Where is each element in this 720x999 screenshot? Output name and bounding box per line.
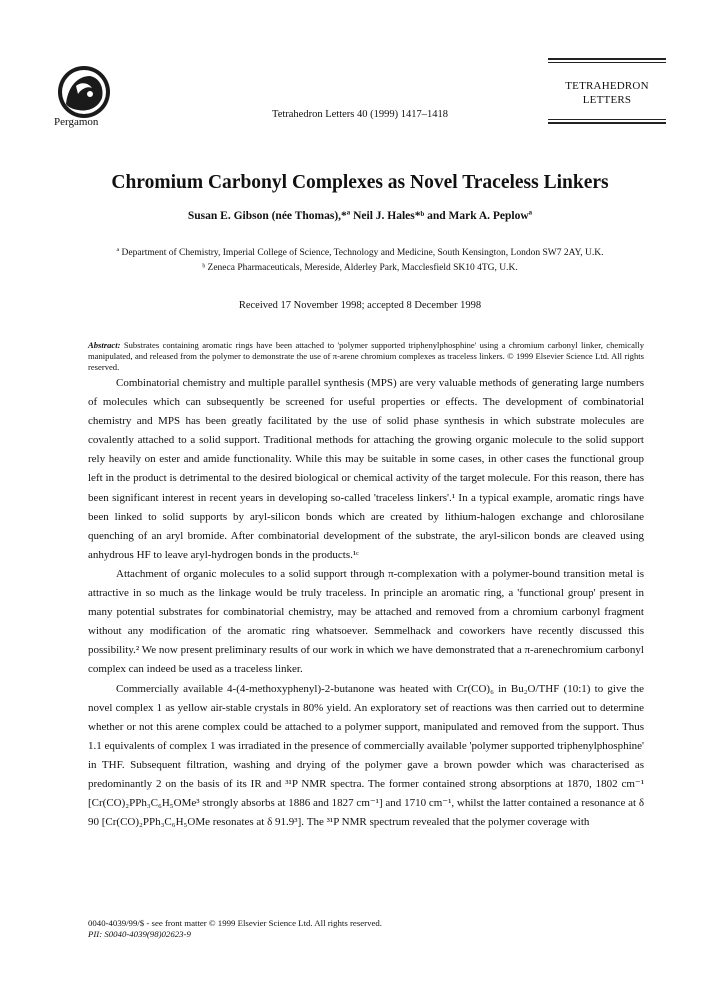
pii-line: PII: S0040-4039(98)02623-9 [88, 929, 191, 939]
brand-rule-bottom-thin [548, 119, 666, 120]
article-title: Chromium Carbonyl Complexes as Novel Traceless Linkers [111, 172, 609, 193]
body-paragraph-2: Attachment of organic molecules to a solid support through π-complexation with a polymer-bound transition metal is attractive in so much as the linkage would be truly traceless. In principle an aromatic ring, a 'functional group' present in many potential substrates for combinatorial chemistry, may be attached and removed from a chromium carbonyl fragment without any modification of the aromatic ring whatsoever. Semmelhack and coworkers have recently discussed this possibility.² We now present preliminary results of our work in which we have demonstrated that a π-arenechromium carbonyl complex can indeed be used as a traceless linker. [88, 567, 644, 676]
publisher-name: Pergamon [54, 116, 99, 128]
abstract [88, 340, 644, 373]
body-paragraph-3: Commercially available 4-(4-methoxyphenyl)-2-butanone was heated with Cr(CO)₆ in Bu₂O/THF (10:1) to give the novel complex 1 as yellow air-stable crystals in 80% yield. An exploratory set of reactions was then carried out to determine whether or not this arene complex could be attached to a polymer support, manipulated and removed from the support. Thus 1.1 equivalents of complex 1 was irradiated in the presence of commercially available 'polymer supported triphenylphosphine' in THF. Subsequent filtration, washing and drying of the polymer gave a brown powder which was characterised as predominantly 2 on the basis of its IR and ³¹P NMR spectra. The former contained strong absorptions at 1870, 1802 cm⁻¹ [Cr(CO)₂PPh₃C₆H₅OMe³ strongly absorbs at 1886 and 1827 cm⁻¹] and 1710 cm⁻¹, whilst the latter contained a resonance at δ 90 [Cr(CO)₂PPh₃C₆H₅OMe resonates at δ 91.9³]. The ³¹P NMR spectrum revealed that the polymer coverage with [88, 682, 644, 829]
received-dates: Received 17 November 1998; accepted 8 December 1998 [238, 300, 482, 311]
abstract-text: Substrates containing aromatic rings have been attached to 'polymer supported triphenylphosphine' using a chromium carbonyl linker, chemically manipulated, and released from the polymer to demonstrate the use of π-arene chromium complexes as traceless linkers. © 1999 Elsevier Science Ltd. All rights reserved. [88, 340, 644, 372]
affiliation-b: ᵇ Zeneca Pharmaceuticals, Mereside, Alderley Park, Macclesfield SK10 4TG, U.K. [202, 263, 518, 273]
footer [88, 918, 382, 940]
journal-name-line1: TETRAHEDRON [565, 80, 649, 92]
copyright-line: 0040-4039/99/$ - see front matter © 1999 Elsevier Science Ltd. All rights reserved. [88, 918, 382, 928]
journal-name-line2: LETTERS [582, 94, 632, 106]
brand-rule-top [548, 58, 666, 60]
affiliation-a: ª Department of Chemistry, Imperial College of Science, Technology and Medicine, South Kensington, London SW7 2AY, U.K. [116, 248, 604, 258]
author-list: Susan E. Gibson (née Thomas),*ª Neil J. Hales*ᵇ and Mark A. Peplowª [187, 210, 533, 222]
journal-brand [548, 58, 666, 126]
article-body [88, 374, 644, 832]
abstract-label: Abstract: [88, 340, 121, 350]
brand-rule-top-thin [548, 62, 666, 63]
brand-rule-bottom [548, 122, 666, 124]
journal-citation: Tetrahedron Letters 40 (1999) 1417–1418 [272, 109, 448, 120]
body-paragraph-1: Combinatorial chemistry and multiple parallel synthesis (MPS) are very valuable methods of generating large numbers of molecules which can subsequently be screened for useful properties or effects. The development of combinatorial chemistry and MPS has been greatly facilitated by the use of solid phase synthesis in which substrate molecules are covalently attached to a solid support. Traditional methods for attaching the growing organic molecule to the solid support rely heavily on ester and amide functionality. While this may be suitable in some cases, in other cases the functional group left in the product is detrimental to the desired biological or chemical activity of the target molecule. For this reason, there has been significant interest in recent years in developing so-called 'traceless linkers'.¹ In a typical example, aromatic rings have been linked to solid supports by aryl-silicon bonds which are created by lithium-halogen exchange and chlorosilane quenching of an aryl bromide. After combinatorial development of the substrate, the aryl-silicon bonds are cleaved using anhydrous HF to leave aryl-hydrogen bonds in the products.¹ᶜ [88, 377, 644, 561]
